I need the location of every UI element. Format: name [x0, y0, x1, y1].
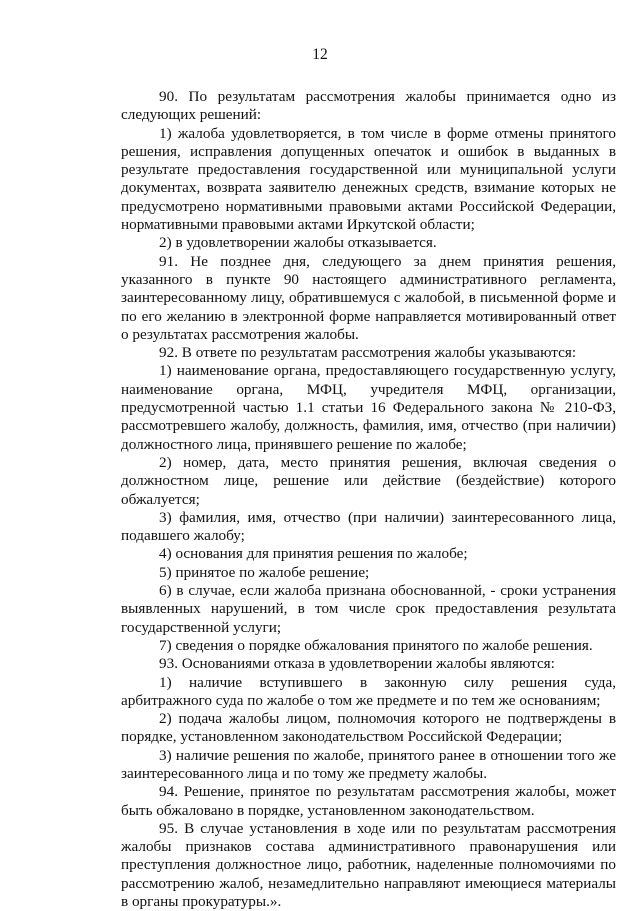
paragraph-92-item-1: 1) наименование органа, предоставляющего государственную услугу, наименование органа, МФЦ, учредителя МФЦ, организации, предусмотренной частью 1.1 статьи 16 Федерального закона № 210-ФЗ, рассмотревшего жалобу, должность, фамилия, имя, отчество (при наличии) должностного лица, принявшего решение по жалобе; [121, 362, 616, 453]
paragraph-93-item-1: 1) наличие вступившего в законную силу решения суда, арбитражного суда по жалобе о том же предмете и по тем же основаниям; [121, 673, 616, 709]
paragraph-94: 94. Решение, принятое по результатам рассмотрения жалобы, может быть обжаловано в порядке, установленном законодательством. [121, 783, 616, 819]
paragraph-93: 93. Основаниями отказа в удовлетворении жалобы являются: [159, 655, 555, 673]
paragraph-95: 95. В случае установления в ходе или по результатам рассмотрения жалобы признаков состава административного правонарушения или преступления должностное лицо, работник, наделенные полномочиями по рассмотрению жалоб, незамедлительно направляют имеющиеся материалы в органы прокуратуры.». [121, 819, 616, 911]
paragraph-93-item-3: 3) наличие решения по жалобе, принятого ранее в отношении того же заинтересованного лица и по тому же предмету жалобы. [121, 746, 616, 782]
paragraph-93-item-2: 2) подача жалобы лицом, полномочия которого не подтверждены в порядке, установленном законодательством Российской Федерации; [121, 710, 616, 746]
paragraph-91: 91. Не позднее дня, следующего за днем принятия решения, указанного в пункте 90 настоящего административного регламента, заинтересованному лицу, обратившемуся с жалобой, в письменной форме и по его желанию в электронной форме направляется мотивированный ответ о результатах рассмотрения жалобы. [121, 252, 616, 343]
paragraph-92-item-3: 3) фамилия, имя, отчество (при наличии) заинтересованного лица, подавшего жалобу; [121, 508, 616, 545]
paragraph-92-item-6: 6) в случае, если жалоба признана обоснованной, - сроки устранения выявленных нарушений, в том числе срок предоставления результата государственной услуги; [121, 582, 616, 636]
paragraph-90: 90. По результатам рассмотрения жалобы принимается одно из следующих решений: [121, 88, 616, 124]
paragraph-90-item-2: 2) в удовлетворении жалобы отказывается. [159, 234, 437, 252]
paragraph-92-item-5: 5) принятое по жалобе решение; [159, 563, 370, 581]
document-body [121, 88, 616, 911]
paragraph-92-item-4: 4) основания для принятия решения по жалобе; [159, 545, 468, 563]
paragraph-92-item-7: 7) сведения о порядке обжалования принятого по жалобе решения. [159, 636, 593, 654]
paragraph-92-item-2: 2) номер, дата, место принятия решения, включая сведения о должностном лице, решение или действие (бездействие) которого обжалуется; [121, 453, 616, 508]
paragraph-90-item-1: 1) жалоба удовлетворяется, в том числе в форме отмены принятого решения, исправления допущенных опечаток и ошибок в выданных в результате предоставления государственной или муниципальной услуги документах, возврата заявителю денежных средств, взимание которых не предусмотрено нормативными правовыми актами Российской Федерации, нормативными правовыми актами Иркутской области; [121, 124, 616, 234]
paragraph-92: 92. В ответе по результатам рассмотрения жалобы указываются: [159, 344, 577, 362]
page-number: 12 [312, 46, 328, 63]
